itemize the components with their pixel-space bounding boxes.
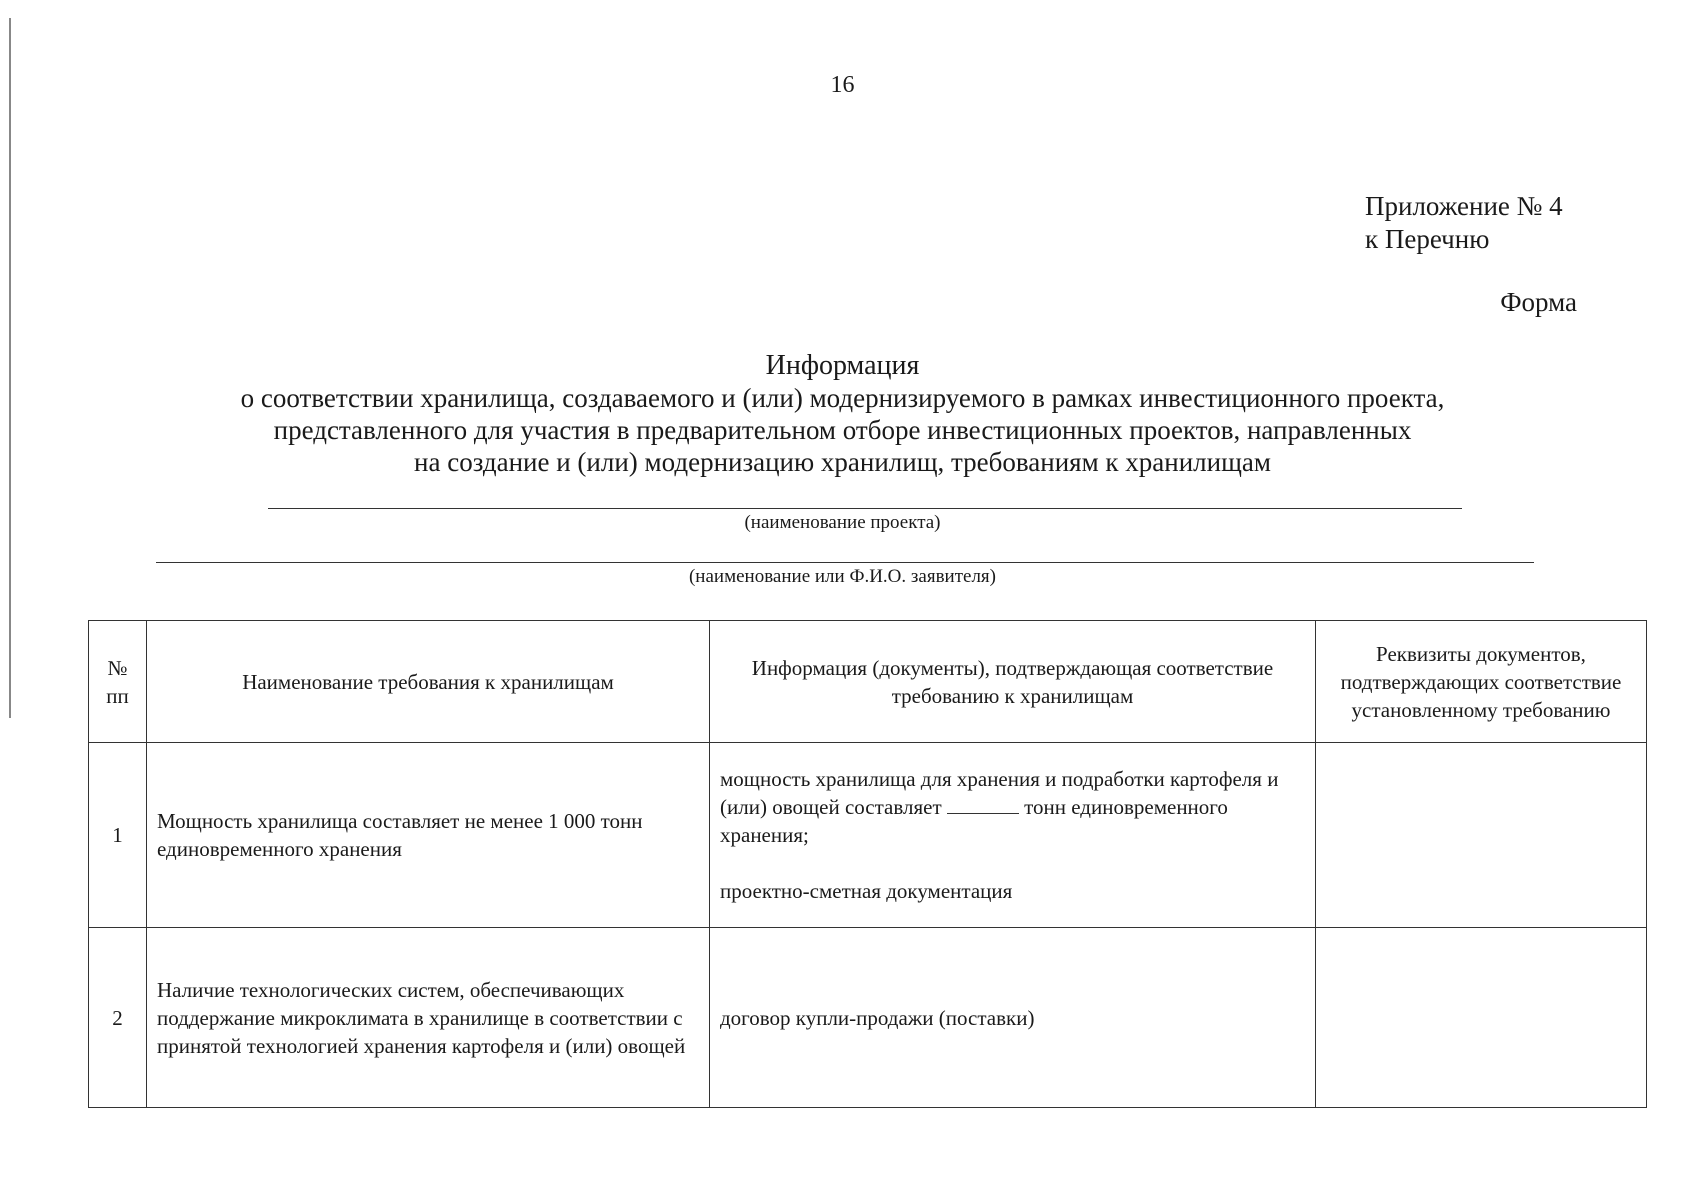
header-document-requisites: Реквизиты документов, подтверждающих соответствие установленному требованию — [1316, 621, 1647, 743]
confirming-info-document: проектно-сметная документация — [720, 879, 1013, 903]
row-number: 1 — [89, 743, 147, 928]
row-number: 2 — [89, 928, 147, 1108]
confirming-info — [710, 743, 1316, 928]
appendix-line-1: Приложение № 4 — [1365, 191, 1563, 221]
requirement-name: Мощность хранилища составляет не менее 1 000 тонн единовременного хранения — [147, 743, 710, 928]
document-subtitle-line-1: о соответствии хранилища, создаваемого и (или) модернизируемого в рамках инвестиционного проекта, — [240, 383, 1445, 413]
applicant-name-fill-line[interactable] — [156, 562, 1534, 563]
appendix-reference — [1365, 190, 1563, 256]
table-header-row — [89, 621, 1647, 743]
project-name-caption: (наименование проекта) — [744, 512, 941, 533]
capacity-blank-field[interactable] — [947, 793, 1019, 814]
requirement-name: Наличие технологических систем, обеспечивающих поддержание микроклимата в хранилище в соответствии с принятой технологией хранения картофеля и (или) овощей — [147, 928, 710, 1108]
confirming-info: договор купли-продажи (поставки) — [710, 928, 1316, 1108]
table-row — [89, 928, 1647, 1108]
project-name-fill-line[interactable] — [268, 508, 1462, 509]
header-requirement-name: Наименование требования к хранилищам — [147, 621, 710, 743]
page-number: 16 — [830, 72, 855, 98]
applicant-name-caption: (наименование или Ф.И.О. заявителя) — [688, 566, 996, 587]
document-requisites-cell[interactable] — [1316, 743, 1647, 928]
requirements-table — [88, 620, 1647, 1108]
appendix-line-2: к Перечню — [1365, 224, 1490, 254]
document-title: Информация — [765, 350, 920, 381]
header-confirming-info: Информация (документы), подтверждающая соответствие требованию к хранилищам — [710, 621, 1316, 743]
document-requisites-cell[interactable] — [1316, 928, 1647, 1108]
confirming-info-text: мощность хранилища для хранения и подработки картофеля и (или) овощей составляет — [720, 767, 1279, 819]
header-num: № пп — [89, 621, 147, 743]
document-subtitle-line-3: на создание и (или) модернизацию хранилищ, требованиям к хранилищам — [414, 447, 1271, 477]
form-label: Форма — [1500, 287, 1577, 317]
document-subtitle-line-2: представленного для участия в предварительном отборе инвестиционных проектов, направленных — [273, 415, 1412, 445]
table-row — [89, 743, 1647, 928]
confirming-info-text-continued: тонн единовременного хранения; — [720, 795, 1228, 847]
